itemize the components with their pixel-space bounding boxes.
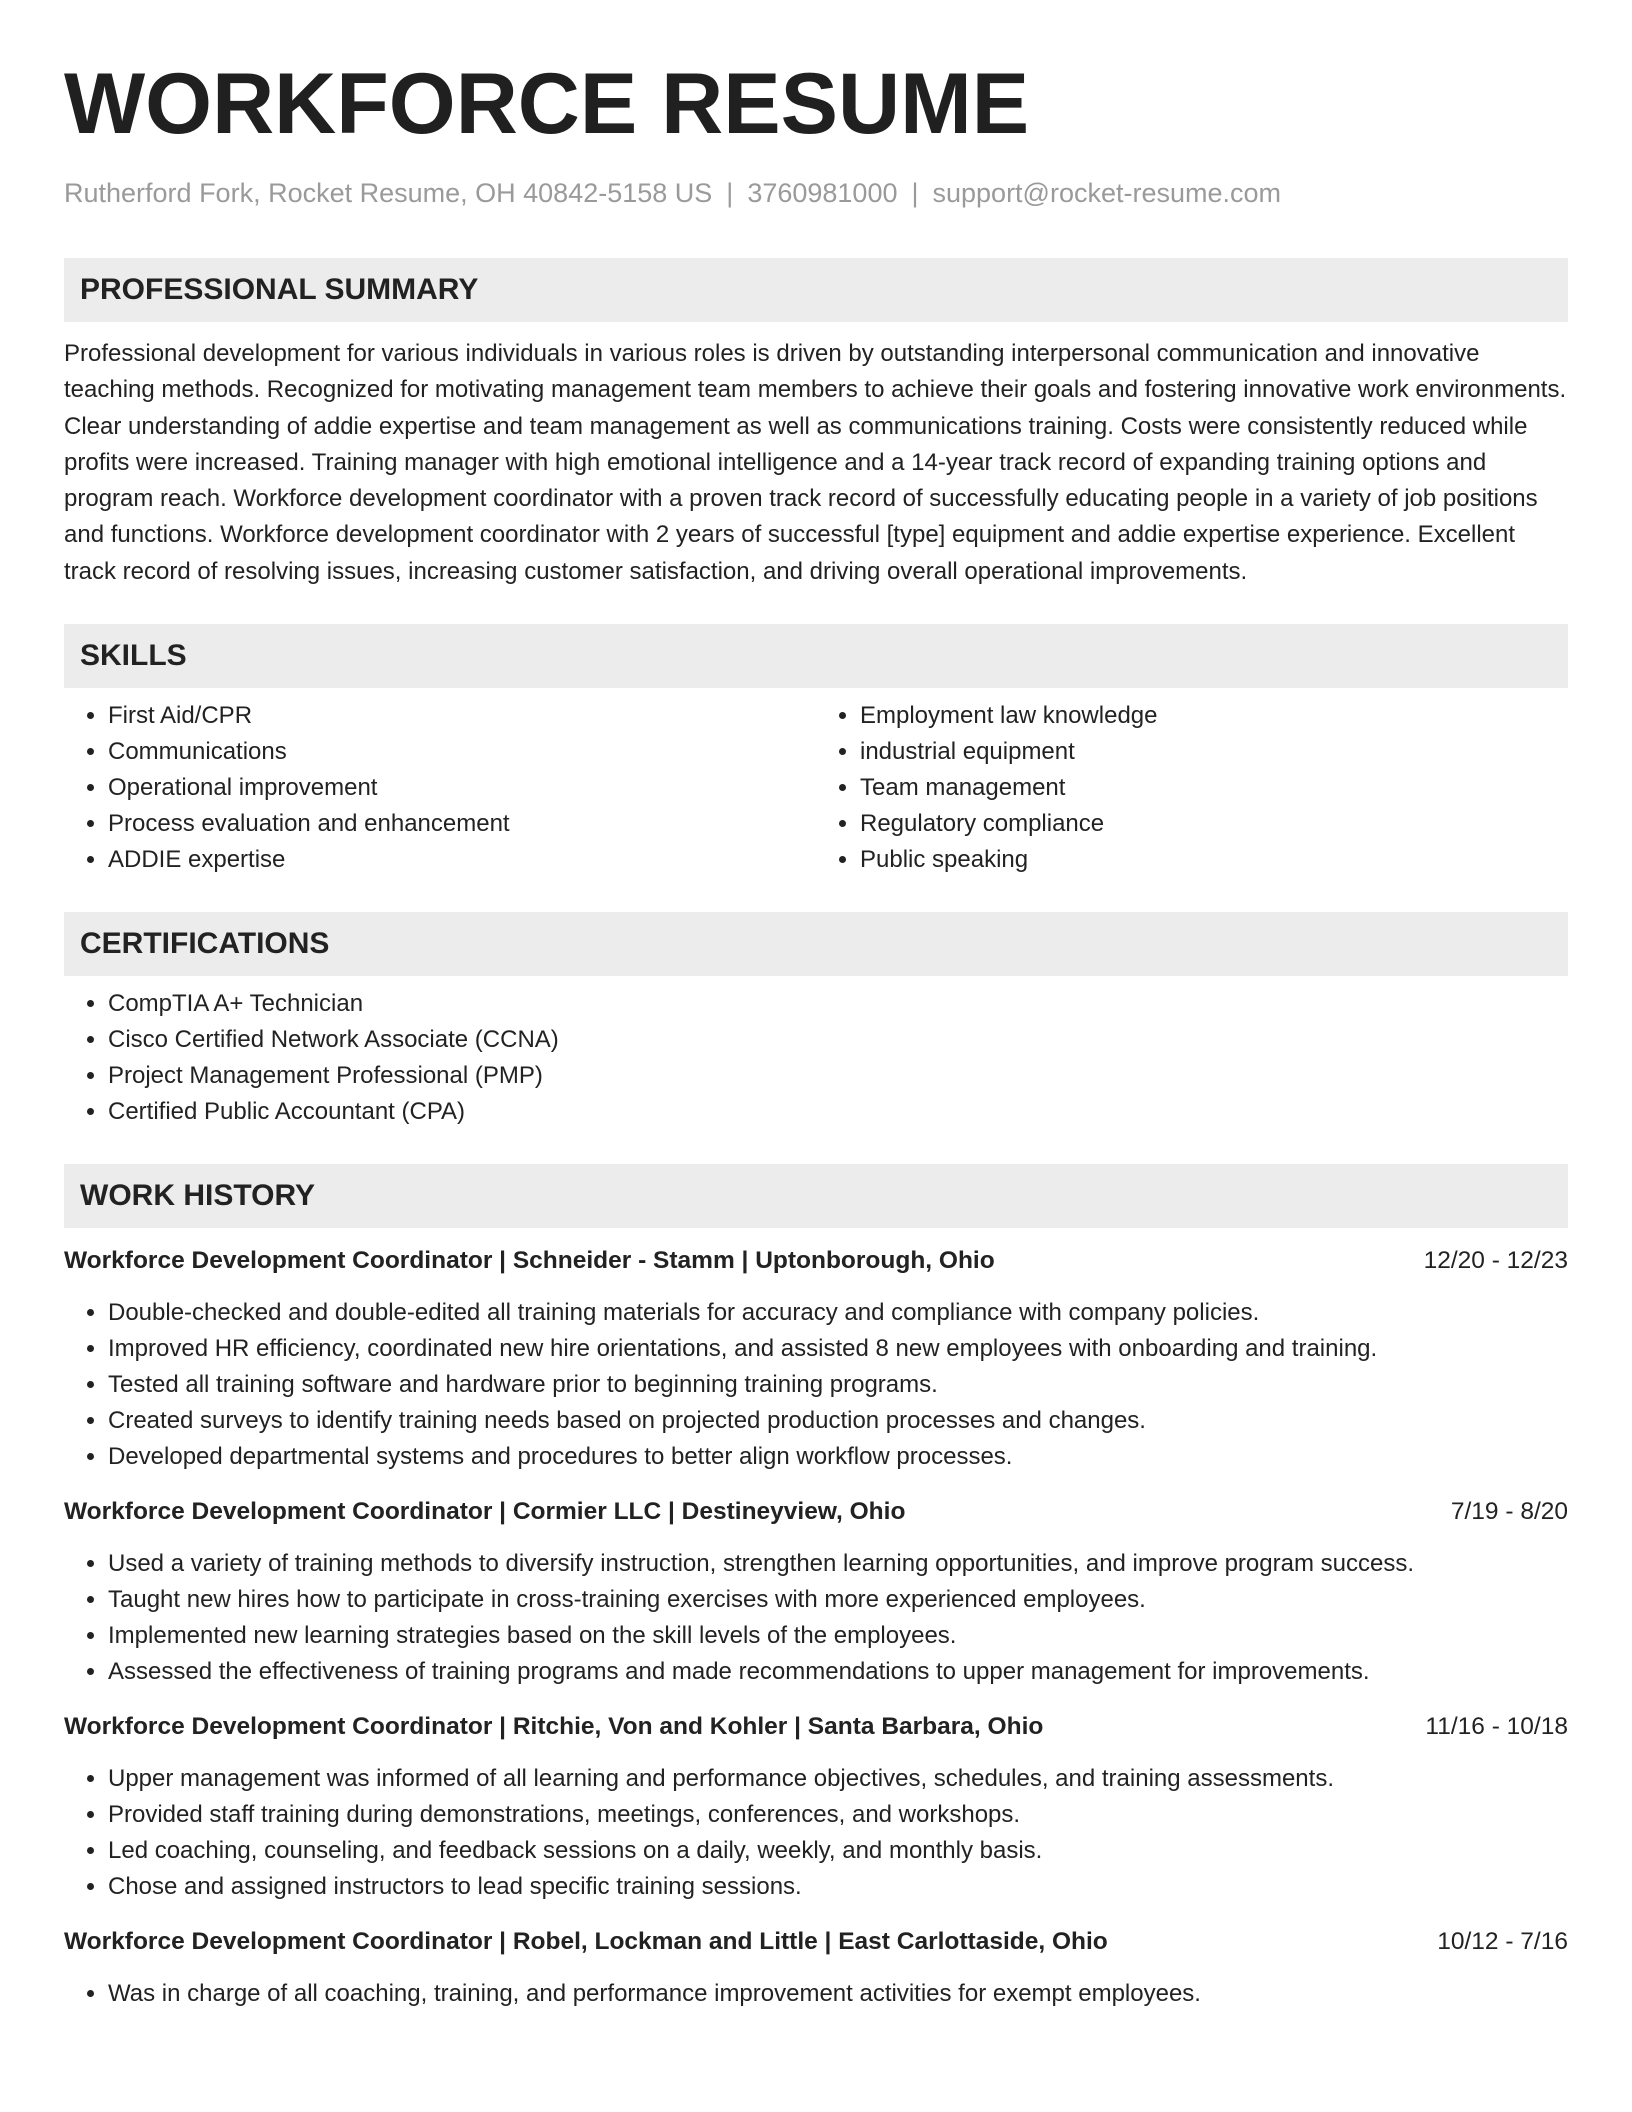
job-bullet: • Improved HR efficiency, coordinated new hire orientations, and assisted 8 new employees with onboarding and training. <box>108 1331 1568 1367</box>
job-bullet: • Taught new hires how to participate in cross-training exercises with more experienced employees. <box>108 1582 1568 1618</box>
skill-item: • Employment law knowledge <box>860 698 1568 734</box>
job-header <box>64 1495 1568 1529</box>
job-bullet: • Created surveys to identify training needs based on projected production processes and changes. <box>108 1403 1568 1439</box>
job-title: Workforce Development Coordinator | Ritchie, Von and Kohler | Santa Barbara, Ohio <box>64 1713 1044 1741</box>
job-dates: 10/12 - 7/16 <box>1437 1928 1568 1956</box>
contact-line <box>64 176 1568 210</box>
job-header <box>64 1710 1568 1744</box>
contact-separator: | <box>726 178 734 208</box>
skill-item: • Process evaluation and enhancement <box>108 806 816 842</box>
job-bullet: • Developed departmental systems and procedures to better align workflow processes. <box>108 1439 1568 1475</box>
job-bullets <box>64 1546 1568 1690</box>
skills-list <box>64 688 1568 878</box>
contact-separator: | <box>911 178 919 208</box>
job-header <box>64 1244 1568 1278</box>
job-bullet: • Led coaching, counseling, and feedback sessions on a daily, weekly, and monthly basis. <box>108 1833 1568 1869</box>
job-dates: 7/19 - 8/20 <box>1450 1498 1568 1526</box>
job-bullet: • Double-checked and double-edited all training materials for accuracy and compliance with company policies. <box>108 1295 1568 1331</box>
section-header-summary: PROFESSIONAL SUMMARY <box>64 258 1568 322</box>
job-entry <box>64 1495 1568 1690</box>
job-bullet: • Upper management was informed of all learning and performance objectives, schedules, and training assessments. <box>108 1761 1568 1797</box>
section-header-skills: SKILLS <box>64 624 1568 688</box>
certification-item: • Project Management Professional (PMP) <box>108 1058 1568 1094</box>
job-bullet: • Tested all training software and hardware prior to beginning training programs. <box>108 1367 1568 1403</box>
certification-item: • Cisco Certified Network Associate (CCNA) <box>108 1022 1568 1058</box>
resume-name: WORKFORCE RESUME <box>64 56 1030 152</box>
job-bullet: • Provided staff training during demonstrations, meetings, conferences, and workshops. <box>108 1797 1568 1833</box>
skill-item: • Regulatory compliance <box>860 806 1568 842</box>
job-title: Workforce Development Coordinator | Robel, Lockman and Little | East Carlottaside, Ohio <box>64 1928 1108 1956</box>
contact-address: Rutherford Fork, Rocket Resume, OH 40842-5158 US <box>64 178 713 208</box>
skill-item: • Communications <box>108 734 816 770</box>
section-header-certifications: CERTIFICATIONS <box>64 912 1568 976</box>
job-bullet: • Was in charge of all coaching, training, and performance improvement activities for exempt employees. <box>108 1976 1568 2012</box>
skills-column-left <box>64 698 816 878</box>
job-entry <box>64 1244 1568 1475</box>
skill-item: • First Aid/CPR <box>108 698 816 734</box>
job-bullets <box>64 1761 1568 1905</box>
contact-phone: 3760981000 <box>747 178 898 208</box>
skill-item: • ADDIE expertise <box>108 842 816 878</box>
job-entry <box>64 1710 1568 1905</box>
certification-item: • Certified Public Accountant (CPA) <box>108 1094 1568 1130</box>
certifications-list <box>64 986 1568 1130</box>
skill-item: • Team management <box>860 770 1568 806</box>
job-title: Workforce Development Coordinator | Schneider - Stamm | Uptonborough, Ohio <box>64 1247 995 1275</box>
job-bullets <box>64 1295 1568 1475</box>
skill-item: • Operational improvement <box>108 770 816 806</box>
job-dates: 11/16 - 10/18 <box>1425 1713 1568 1741</box>
job-bullet: • Implemented new learning strategies based on the skill levels of the employees. <box>108 1618 1568 1654</box>
job-header <box>64 1925 1568 1959</box>
skill-item: • industrial equipment <box>860 734 1568 770</box>
job-bullet: • Used a variety of training methods to diversify instruction, strengthen learning opportunities, and improve program success. <box>108 1546 1568 1582</box>
summary-text: Professional development for various individuals in various roles is driven by outstanding interpersonal communication and innovative teaching methods. Recognized for motivating management team members to achieve their goals and fostering innovative work environments. Clear understanding of addie expertise and team management as well as communications training. Costs were consistently reduced while profits were increased. Training manager with high emotional intelligence and a 14-year track record of expanding training options and program reach. Workforce development coordinator with a proven track record of successfully educating people in a variety of job positions and functions. Workforce development coordinator with 2 years of successful [type] equipment and addie expertise experience. Excellent track record of resolving issues, increasing customer satisfaction, and driving overall operational improvements. <box>64 340 1567 585</box>
skill-item: • Public speaking <box>860 842 1568 878</box>
section-header-work-history: WORK HISTORY <box>64 1164 1568 1228</box>
job-dates: 12/20 - 12/23 <box>1423 1247 1568 1275</box>
job-title: Workforce Development Coordinator | Cormier LLC | Destineyview, Ohio <box>64 1498 906 1526</box>
contact-email: support@rocket-resume.com <box>932 178 1282 208</box>
job-entry <box>64 1925 1568 2012</box>
certification-item: • CompTIA A+ Technician <box>108 986 1568 1022</box>
job-bullets <box>64 1976 1568 2012</box>
job-bullet: • Assessed the effectiveness of training programs and made recommendations to upper management for improvements. <box>108 1654 1568 1690</box>
skills-column-right <box>816 698 1568 878</box>
job-bullet: • Chose and assigned instructors to lead specific training sessions. <box>108 1869 1568 1905</box>
